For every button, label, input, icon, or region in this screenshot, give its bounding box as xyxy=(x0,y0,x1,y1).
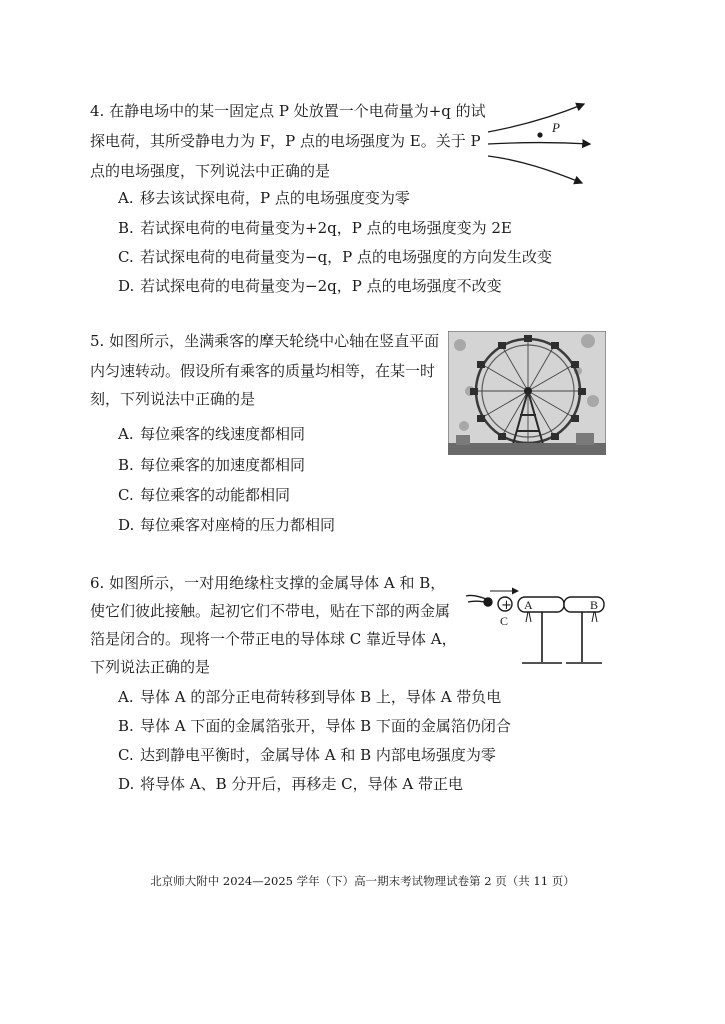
question-5-stem-line-1: 5. 如图所示，坐满乘客的摩天轮绕中心轴在竖直平面 xyxy=(90,332,440,350)
option-letter: A. xyxy=(118,189,134,207)
option-letter: B. xyxy=(118,456,134,474)
sphere-plus-sign: + xyxy=(501,598,512,613)
option-letter: D. xyxy=(118,775,135,793)
field-line-bottom xyxy=(488,156,582,183)
metal-foil-a xyxy=(526,612,531,622)
question-6-stem-line-2: 使它们彼此接触。起初它们不带电，贴在下部的两金属 xyxy=(90,602,451,620)
question-4-stem-line-2: 探电荷，其所受静电力为 F，P 点的电场强度为 E。关于 P xyxy=(90,132,481,150)
option-letter: C. xyxy=(118,746,134,764)
option-letter: C. xyxy=(118,486,134,504)
question-6-option-d xyxy=(118,774,463,794)
option-letter: B. xyxy=(118,219,134,237)
option-text: 若试探电荷的电荷量变为−q，P 点的电场强度的方向发生改变 xyxy=(140,248,553,266)
label-b: B xyxy=(590,598,599,612)
question-5-option-b xyxy=(118,455,305,475)
electric-field-lines-figure xyxy=(480,98,598,190)
question-5-option-d xyxy=(118,515,335,535)
question-4-option-b xyxy=(118,218,512,238)
option-letter: A. xyxy=(118,688,134,706)
option-letter: D. xyxy=(118,516,135,534)
question-6-option-a xyxy=(118,687,501,707)
label-c: C xyxy=(500,614,509,628)
option-text: 每位乘客的加速度都相同 xyxy=(140,456,306,474)
question-5-option-c xyxy=(118,485,290,505)
insulated-handle xyxy=(466,595,492,606)
question-6-stem-line-4: 下列说法正确的是 xyxy=(90,658,211,676)
point-p-label: P xyxy=(552,120,560,135)
question-4-option-a xyxy=(118,188,410,208)
field-line-middle xyxy=(488,143,590,145)
option-text: 若试探电荷的电荷量变为−2q，P 点的电场强度不改变 xyxy=(140,277,502,295)
question-4-stem-line-3: 点的电场强度，下列说法中正确的是 xyxy=(90,162,331,180)
option-text: 将导体 A、B 分开后，再移走 C，导体 A 带正电 xyxy=(140,775,464,793)
insulating-stand-a xyxy=(522,612,562,663)
question-5-stem-line-3: 刻，下列说法中正确的是 xyxy=(90,390,256,408)
question-4-option-c xyxy=(118,247,552,267)
label-a: A xyxy=(524,598,533,612)
question-5-option-a xyxy=(118,424,305,444)
question-5-stem-line-2: 内匀速转动。假设所有乘客的质量均相等，在某一时 xyxy=(90,362,436,380)
question-4-option-d xyxy=(118,276,502,296)
question-6-stem-line-3: 箔是闭合的。现将一个带正电的导体球 C 靠近导体 A， xyxy=(90,630,457,648)
option-text: 导体 A 下面的金属箔张开，导体 B 下面的金属箔仍闭合 xyxy=(140,717,511,735)
option-letter: B. xyxy=(118,717,134,735)
option-letter: A. xyxy=(118,425,134,443)
option-text: 导体 A 的部分正电荷转移到导体 B 上，导体 A 带负电 xyxy=(140,688,502,706)
option-text: 每位乘客的线速度都相同 xyxy=(140,425,306,443)
option-text: 移去该试探电荷，P 点的电场强度变为零 xyxy=(140,189,410,207)
point-p-dot xyxy=(537,132,542,137)
question-6-option-b xyxy=(118,716,511,736)
metal-foil-b xyxy=(592,612,597,622)
page-footer: 北京师大附中 2024—2025 学年（下）高一期末考试物理试卷第 2 页（共 11 页） xyxy=(150,874,575,888)
option-text: 达到静电平衡时，金属导体 A 和 B 内部电场强度为零 xyxy=(140,746,496,764)
field-line-top xyxy=(488,104,584,132)
ferris-wheel-photo xyxy=(448,331,606,455)
option-text: 若试探电荷的电荷量变为+2q，P 点的电场强度变为 2E xyxy=(140,219,512,237)
question-6-option-c xyxy=(118,745,496,765)
question-6-stem-line-1: 6. 如图所示，一对用绝缘柱支撑的金属导体 A 和 B， xyxy=(90,574,446,592)
option-text: 每位乘客对座椅的压力都相同 xyxy=(140,516,336,534)
question-4-stem-line-1: 4. 在静电场中的某一固定点 P 处放置一个电荷量为+q 的试 xyxy=(90,102,486,120)
conductors-electroscope-figure xyxy=(462,586,612,672)
option-text: 每位乘客的动能都相同 xyxy=(140,486,291,504)
option-letter: C. xyxy=(118,248,134,266)
option-letter: D. xyxy=(118,277,135,295)
